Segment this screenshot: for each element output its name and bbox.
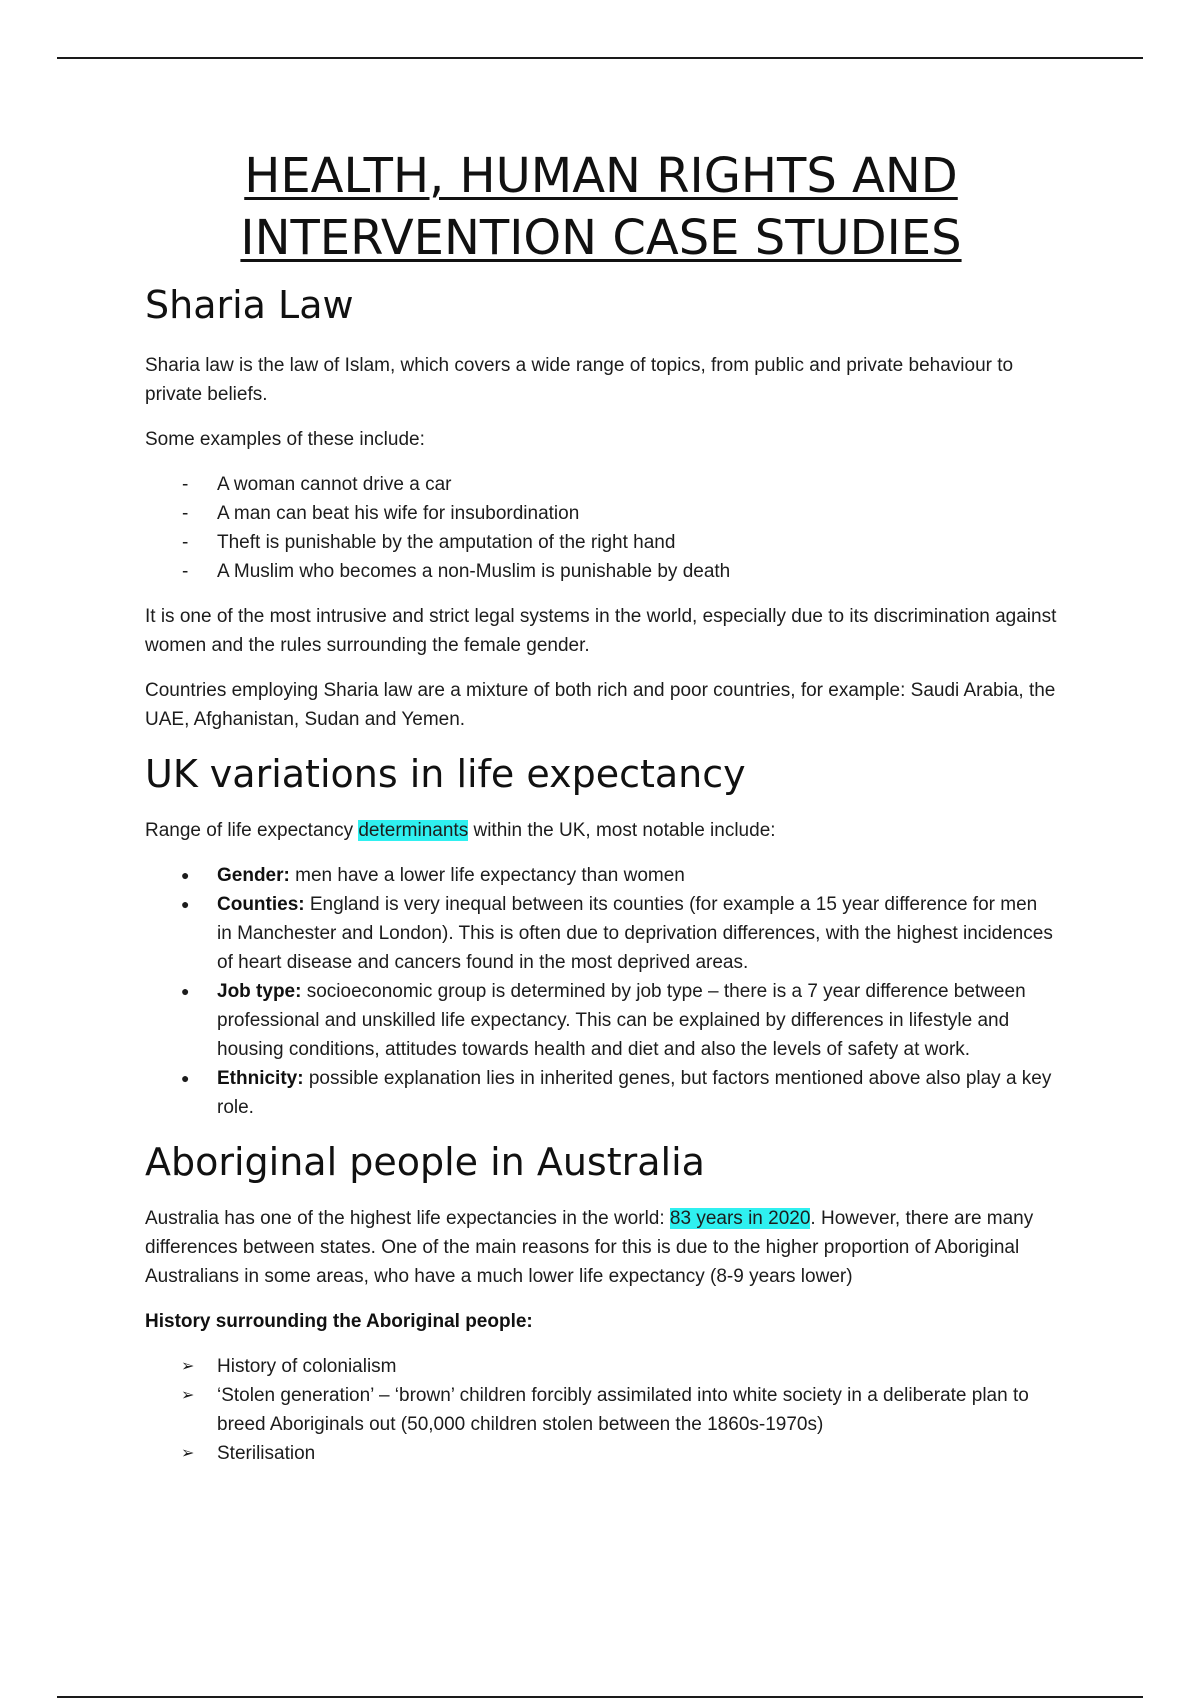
- list-item: [145, 1352, 1057, 1381]
- arrow-bullet-icon: ➢: [181, 1358, 195, 1375]
- title-line-1: HEALTH, HUMAN RIGHTS AND: [244, 148, 958, 204]
- list-item-text: History of colonialism: [217, 1356, 397, 1377]
- aboriginal-paragraph-before: Australia has one of the highest life expectancies in the world:: [145, 1208, 670, 1229]
- sharia-examples-list: [145, 470, 1057, 586]
- uk-determinants-list: [145, 861, 1057, 1122]
- list-item-text: A man can beat his wife for insubordination: [217, 503, 580, 524]
- aboriginal-paragraph-after: . However, there are many differences between states. One of the main reasons for this is due to the higher proportion of Aboriginal Australians in some areas, who have a much lower life expectancy (8-9 years lower): [145, 1208, 1034, 1287]
- sharia-paragraph-3: It is one of the most intrusive and strict legal systems in the world, especially due to its discrimination against women and the rules surrounding the female gender.: [145, 606, 1057, 656]
- list-item: [145, 1064, 1057, 1122]
- aboriginal-history-list: [145, 1352, 1057, 1468]
- dash-marker: -: [182, 503, 189, 524]
- list-item-text: England is very inequal between its counties (for example a 15 year difference for men in Manchester and London). This is often due to deprivation differences, with the highest incidences of heart disease and cancers found in the most deprived areas.: [217, 894, 1053, 973]
- uk-intro: [145, 816, 1057, 845]
- aboriginal-paragraph: [145, 1204, 1057, 1291]
- sharia-paragraph-1: Sharia law is the law of Islam, which covers a wide range of topics, from public and private behaviour to private beliefs.: [145, 355, 1014, 405]
- section-sharia-law: [145, 281, 1057, 734]
- arrow-bullet-icon: ➢: [181, 1445, 195, 1462]
- bullet-icon: ●: [181, 983, 190, 999]
- list-item-text: ‘Stolen generation’ – ‘brown’ children forcibly assimilated into white society in a deliberate plan to breed Aboriginals out (50,000 children stolen between the 1860s-1970s): [217, 1385, 1029, 1435]
- aboriginal-heading: Aboriginal people in Australia: [145, 1140, 705, 1184]
- list-item: [145, 861, 1057, 890]
- uk-intro-after: within the UK, most notable include:: [468, 820, 776, 841]
- aboriginal-history-heading: [145, 1307, 1057, 1336]
- list-item-text: socioeconomic group is determined by job type – there is a 7 year difference between professional and unskilled life expectancy. This can be explained by differences in lifestyle and housing conditions, attitudes towards health and diet and also the levels of safety at work.: [217, 981, 1026, 1060]
- list-item: [145, 1381, 1057, 1439]
- dash-marker: -: [182, 532, 189, 553]
- uk-heading: UK variations in life expectancy: [145, 752, 746, 796]
- dash-marker: -: [182, 474, 189, 495]
- sharia-paragraph-4: Countries employing Sharia law are a mixture of both rich and poor countries, for example: Saudi Arabia, the UAE, Afghanistan, Sudan and Yemen.: [145, 680, 1056, 730]
- list-item: [145, 1439, 1057, 1468]
- bottom-rule: [57, 1696, 1143, 1698]
- list-item-label: Ethnicity:: [217, 1068, 304, 1089]
- uk-intro-before: Range of life expectancy: [145, 820, 359, 841]
- history-heading-text: History surrounding the Aboriginal people:: [145, 1311, 533, 1332]
- document-body: [145, 145, 1057, 1484]
- list-item-text: possible explanation lies in inherited genes, but factors mentioned above also play a key role.: [217, 1068, 1052, 1118]
- list-item: [145, 977, 1057, 1064]
- list-item-label: Job type:: [217, 981, 302, 1002]
- highlighted-text: 83 years in 2020: [669, 1208, 811, 1229]
- highlighted-text: determinants: [358, 820, 469, 841]
- list-item: [145, 470, 1057, 499]
- sharia-heading: Sharia Law: [145, 283, 354, 327]
- section-uk-life-expectancy: [145, 750, 1057, 1122]
- list-item: [145, 499, 1057, 528]
- document-title: [145, 145, 1057, 269]
- list-item: [145, 528, 1057, 557]
- list-item: [145, 557, 1057, 586]
- title-line-2: INTERVENTION CASE STUDIES: [240, 210, 962, 266]
- section-aboriginal-australia: [145, 1138, 1057, 1468]
- sharia-paragraph-2: Some examples of these include:: [145, 429, 425, 450]
- bullet-icon: ●: [181, 896, 190, 912]
- list-item-text: A Muslim who becomes a non-Muslim is punishable by death: [217, 561, 731, 582]
- list-item-text: A woman cannot drive a car: [217, 474, 452, 495]
- top-rule: [57, 57, 1143, 59]
- bullet-icon: ●: [181, 1070, 190, 1086]
- list-item-text: Theft is punishable by the amputation of the right hand: [217, 532, 676, 553]
- dash-marker: -: [182, 561, 189, 582]
- list-item-label: Counties:: [217, 894, 305, 915]
- list-item: [145, 890, 1057, 977]
- list-item-label: Gender:: [217, 865, 290, 886]
- arrow-bullet-icon: ➢: [181, 1387, 195, 1404]
- list-item-text: Sterilisation: [217, 1443, 316, 1464]
- bullet-icon: ●: [181, 867, 190, 883]
- list-item-text: men have a lower life expectancy than women: [289, 865, 685, 886]
